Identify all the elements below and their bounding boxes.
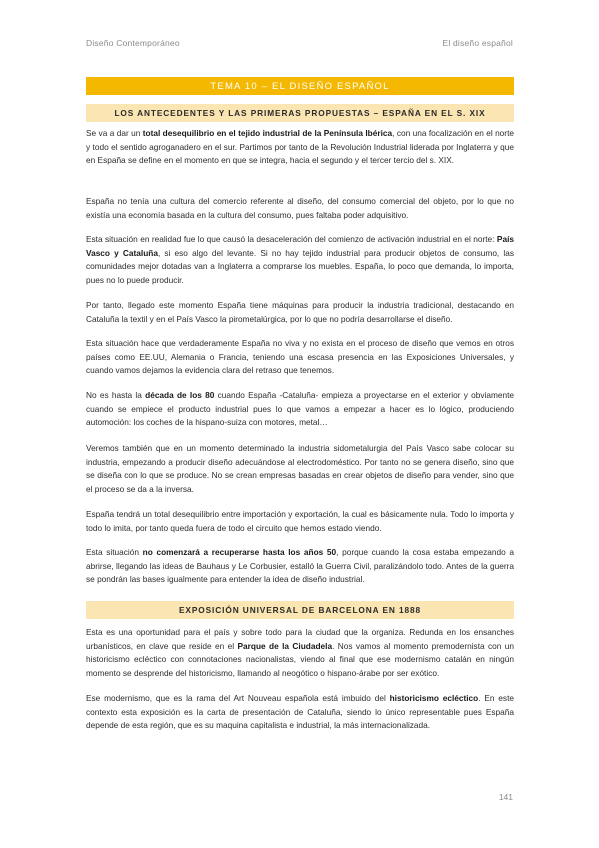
running-header	[86, 38, 513, 48]
paragraph-text: , con una focalización en el norte y todo el sentido agroganadero en el sur. Partimos por tanto de la Revolución Industrial liderada por Inglaterra y que en España se define en el momento en que se integra, hacia el segundo y el tercer tercio del s. XIX.	[86, 128, 514, 166]
paragraph-5	[86, 337, 514, 378]
paragraph-1	[86, 127, 514, 168]
paragraph-text: , porque cuando la cosa estaba empezando a abrirse, llegando las ideas de Bauhaus y Le Corbusier, estalló la Guerra Civil, paralizándolo todo. Antes de la guerra se pondrán las bases igualmente para entender la idea de diseño industrial.	[86, 547, 514, 585]
paragraph-2	[86, 195, 514, 222]
paragraph-text: Se va a dar un	[86, 128, 143, 138]
paragraph-8	[86, 508, 514, 535]
paragraph-text: No es hasta la	[86, 390, 146, 400]
paragraph-text: Esta situación	[86, 547, 143, 557]
paragraph-emphasis: historicismo ecléctico	[389, 693, 479, 703]
paragraph-9	[86, 546, 514, 587]
paragraph-emphasis: no comenzará a recuperarse hasta los años 50	[142, 547, 337, 557]
section-title: LOS ANTECEDENTES Y LAS PRIMERAS PROPUESTAS – ESPAÑA EN EL S. XIX	[114, 108, 486, 118]
paragraph-text: Por tanto, llegado este momento España tiene máquinas para producir la industria tradicional, destacando en Cataluña la textil y en el País Vasco la pirometalúrgica, por lo que no podría desarrollarse el diseño.	[86, 300, 514, 324]
paragraph-text: . En este contexto esta exposición es la carta de presentación de Cataluña, siendo lo único representable pues España depende de esta región, que es su maquina capitalista e industrial, la más internacionalizada.	[86, 693, 514, 731]
paragraph-text: Esta situación en realidad fue lo que causó la desaceleración del comienzo de activación industrial en el norte:	[86, 234, 497, 244]
paragraph-text: . Nos vamos al momento premodernista con un historicismo ecléctico con connotaciones nacionalistas, viendo al final que ese modernismo catalán en ningún momento se desprende del historicismo, llamando al neogótico o hispano-árabe por ser exótico.	[86, 640, 514, 678]
paragraph-text: , si eso algo del levante. Si no hay tejido industrial para producir objetos de consumo, las comunidades mejor dotadas van a Inglaterra a comprarse los muebles. España, lo poco que demanda, lo importa, pues no lo puede producir.	[86, 247, 514, 285]
chapter-title: TEMA 10 – EL DISEÑO ESPAÑOL	[210, 80, 390, 92]
paragraph-emphasis: década de los 80	[145, 390, 215, 400]
paragraph-text: cuando España -Cataluña- empieza a proyectarse en el exterior y obviamente cuando se empiece el producto industrial pues lo que vamos a empezar a hacer es lo lógico, produciendo automoción: los coches de la hispano-suiza con motores, metal…	[86, 390, 515, 428]
paragraph-6	[86, 389, 514, 430]
section-heading-exposicion	[86, 601, 514, 619]
paragraph-4	[86, 299, 514, 326]
paragraph-7	[86, 442, 514, 496]
section-heading-antecedentes	[86, 104, 514, 122]
paragraph-text: España tendrá un total desequilibrio entre importación y exportación, la cual es básicamente nula. Todo lo importa y todo lo imita, por tanto queda fuera de todo el circuito que hemos estado viendo.	[86, 509, 514, 533]
paragraph-10	[86, 626, 514, 680]
paragraph-emphasis: País Vasco y Cataluña	[86, 234, 514, 258]
paragraph-3	[86, 233, 514, 287]
paragraph-text: Ese modernismo, que es la rama del Art Nouveau española está imbuido del	[86, 693, 390, 703]
paragraph-text: España no tenía una cultura del comercio referente al diseño, del consumo comercial del objeto, por lo que no existía una economía basada en la cultura del consumo, pues faltaba poder adquisitivo.	[86, 196, 514, 220]
paragraph-emphasis: total desequilibrio en el tejido industrial de la Península Ibérica	[142, 128, 393, 138]
paragraph-text: Esta es una oportunidad para el país y sobre todo para la ciudad que la organiza. Redunda en los ensanches urbanísticos, en clave que reside en el	[86, 627, 514, 651]
paragraph-11	[86, 692, 514, 733]
paragraph-emphasis: Parque de la Ciudadela	[237, 640, 333, 651]
paragraph-text: Esta situación hace que verdaderamente España no viva y no exista en el proceso de diseño que vemos en otros países como EE.UU, Alemania o Francia, teniendo una escasa presencia en las Exposiciones Universales, y cuando vamos dejamos la evidencia clara del retraso que tenemos.	[86, 338, 514, 376]
header-chapter-title: El diseño español	[442, 38, 513, 48]
chapter-title-bar	[86, 77, 514, 95]
page-number: 141	[498, 792, 513, 802]
header-course-title: Diseño Contemporáneo	[86, 38, 180, 48]
paragraph-text: Veremos también que en un momento determinado la industria sidometalurgia del País Vasco sabe colocar su industria, empezando a producir diseño adecuándose al electrodoméstico. Por tanto no se genera diseño, sino que se diseña con lo que se produce. No se crean empresas basadas en crear objetos de diseño para vender, sino que el proceso se da a la inversa.	[86, 443, 514, 494]
section-title: EXPOSICIÓN UNIVERSAL DE BARCELONA EN 1888	[178, 605, 422, 615]
